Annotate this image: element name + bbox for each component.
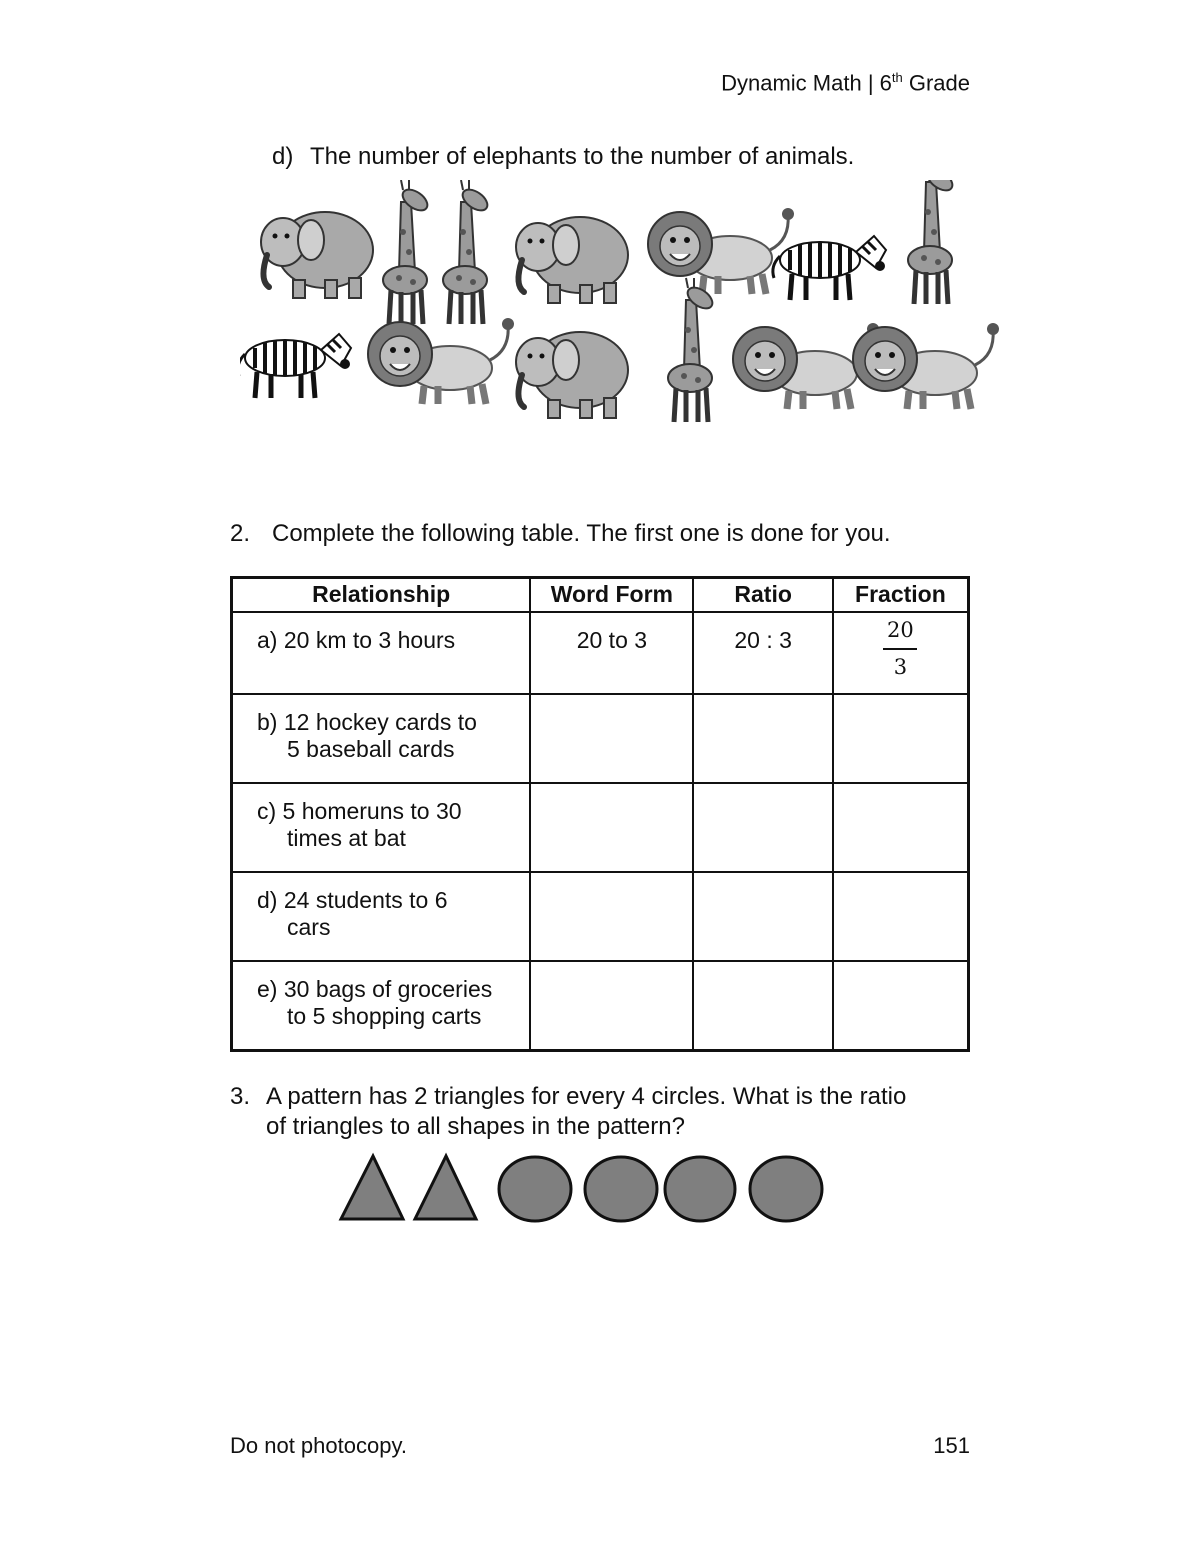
relationship-text: c) 5 homeruns to 30 xyxy=(257,798,462,824)
elephant-icon xyxy=(261,212,373,298)
ratio-answer-cell[interactable] xyxy=(693,961,832,1050)
fraction-answer-cell[interactable] xyxy=(833,872,969,961)
question-1d xyxy=(272,143,854,171)
relationship-cell xyxy=(232,872,531,961)
zebra-icon xyxy=(773,236,886,300)
question-2-number: 2. xyxy=(230,520,251,547)
word-form-answer-cell[interactable] xyxy=(530,783,693,872)
circle-icon xyxy=(750,1157,822,1221)
elephant-icon xyxy=(516,217,628,303)
header-superscript: th xyxy=(891,70,903,85)
table-row xyxy=(232,694,969,783)
circle-icon xyxy=(665,1157,735,1221)
shape-pattern xyxy=(335,1150,835,1230)
fraction-cell xyxy=(833,612,969,694)
animal-row-1 xyxy=(261,180,956,324)
relationship-text-cont: to 5 shopping carts xyxy=(287,1003,482,1029)
lion-icon xyxy=(648,208,794,294)
relationship-text-cont: 5 baseball cards xyxy=(287,736,455,762)
animal-illustrations xyxy=(240,180,1000,430)
header-fraction: Fraction xyxy=(833,578,969,613)
word-form-answer-cell[interactable] xyxy=(530,872,693,961)
relationship-text: a) 20 km to 3 hours xyxy=(257,627,456,653)
fraction xyxy=(883,619,917,679)
giraffe-icon xyxy=(668,278,716,422)
circle-icon xyxy=(585,1157,657,1221)
relationship-cell xyxy=(232,612,531,694)
fraction-answer-cell[interactable] xyxy=(833,961,969,1050)
word-form-answer-cell[interactable] xyxy=(530,694,693,783)
ratio-cell: 20 : 3 xyxy=(693,612,832,694)
page-number: 151 xyxy=(933,1433,970,1458)
animal-row-2 xyxy=(240,278,999,422)
header-relationship: Relationship xyxy=(232,578,531,613)
relationship-cell xyxy=(232,694,531,783)
lion-icon xyxy=(853,323,999,409)
lion-icon xyxy=(368,318,514,404)
relationship-text: d) 24 students to 6 xyxy=(257,887,448,913)
triangle-icon xyxy=(415,1156,476,1219)
question-3-line1: A pattern has 2 triangles for every 4 circles. What is the ratio xyxy=(266,1083,907,1110)
relationship-text: b) 12 hockey cards to xyxy=(257,709,477,735)
header-title-end: Grade xyxy=(902,70,970,96)
header-word-form: Word Form xyxy=(530,578,693,613)
ratio-table xyxy=(230,576,970,1052)
word-form-cell: 20 to 3 xyxy=(530,612,693,694)
giraffe-icon xyxy=(383,180,431,324)
giraffe-icon xyxy=(443,180,491,324)
question-2-text: Complete the following table. The first one is done for you. xyxy=(272,520,891,547)
fraction-answer-cell[interactable] xyxy=(833,694,969,783)
question-1d-text: The number of elephants to the number of animals. xyxy=(310,143,855,170)
table-row xyxy=(232,872,969,961)
fraction-bar xyxy=(883,648,917,650)
relationship-text-cont: times at bat xyxy=(287,825,406,851)
table-row xyxy=(232,612,969,694)
question-1d-label: d) xyxy=(272,143,294,170)
header-ratio: Ratio xyxy=(693,578,832,613)
fraction-denominator: 3 xyxy=(893,655,908,680)
giraffe-icon xyxy=(908,180,956,304)
header-title: Dynamic Math | 6 xyxy=(721,70,892,96)
table-row xyxy=(232,783,969,872)
table-header-row xyxy=(232,578,969,613)
question-3-line2: of triangles to all shapes in the pattern? xyxy=(266,1113,685,1140)
relationship-cell xyxy=(232,783,531,872)
relationship-cell xyxy=(232,961,531,1050)
ratio-answer-cell[interactable] xyxy=(693,694,832,783)
question-2 xyxy=(230,520,891,548)
question-3-number: 3. xyxy=(230,1083,251,1110)
elephant-icon xyxy=(516,332,628,418)
ratio-answer-cell[interactable] xyxy=(693,872,832,961)
page-header xyxy=(721,70,970,96)
ratio-answer-cell[interactable] xyxy=(693,783,832,872)
word-form-answer-cell[interactable] xyxy=(530,961,693,1050)
fraction-answer-cell[interactable] xyxy=(833,783,969,872)
relationship-text: e) 30 bags of groceries xyxy=(257,976,493,1002)
triangle-icon xyxy=(341,1156,403,1219)
relationship-text-cont: cars xyxy=(287,914,331,940)
table-row xyxy=(232,961,969,1050)
footer-notice: Do not photocopy. xyxy=(230,1433,407,1458)
fraction-numerator: 20 xyxy=(887,618,914,642)
question-3 xyxy=(230,1082,906,1142)
circle-icon xyxy=(499,1157,571,1221)
zebra-icon xyxy=(240,334,351,398)
